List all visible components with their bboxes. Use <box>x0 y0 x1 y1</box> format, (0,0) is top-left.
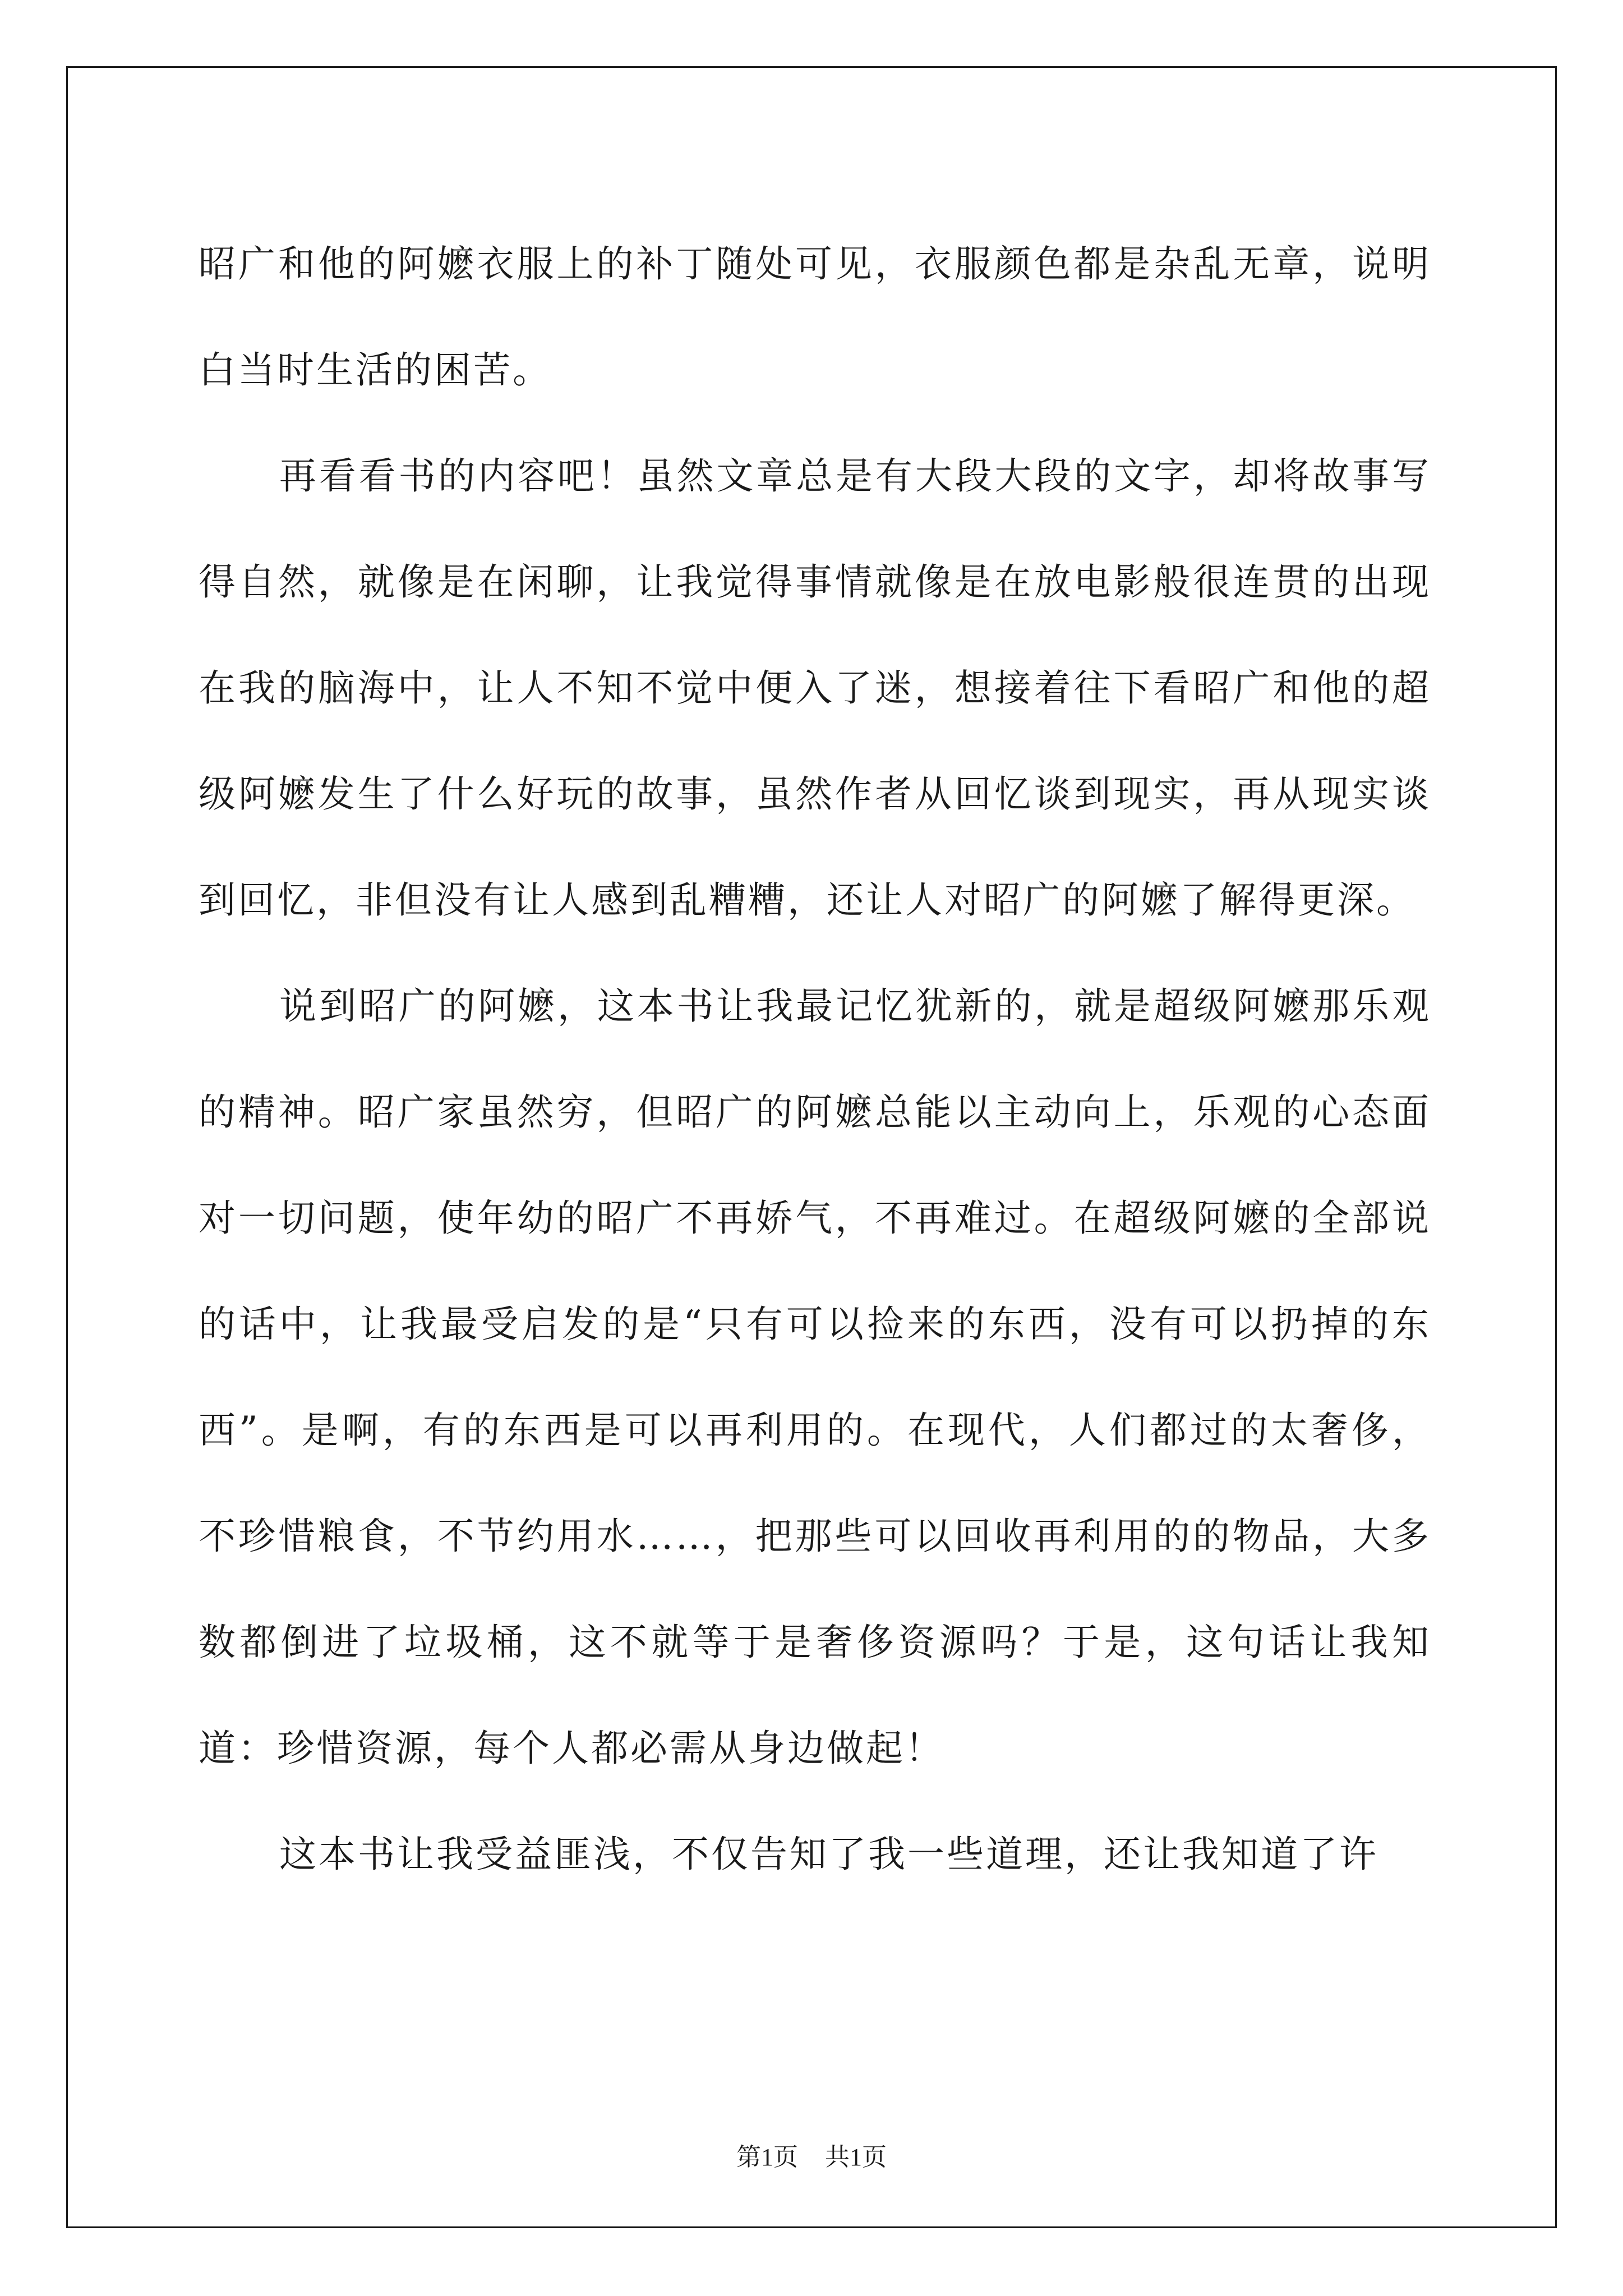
page-number: 第1页 <box>736 2143 798 2171</box>
paragraph: 再看看书的内容吧！虽然文章总是有大段大段的文字，却将故事写得自然，就像是在闲聊，让我觉得事情就像是在放电影般很连贯的出现在我的脑海中，让人不知不觉中便入了迷，想接着往下看昭广和他的超级阿嬷发生了什么好玩的故事，虽然作者从回忆谈到现实，再从现实谈到回忆，非但没有让人感到乱糟糟，还让人对昭广的阿嬷了解得更深。 <box>199 454 1431 922</box>
page-footer <box>0 2142 1623 2173</box>
document-body <box>199 211 1431 1907</box>
paragraph: 昭广和他的阿嬷衣服上的补丁随处可见，衣服颜色都是杂乱无章，说明白当时生活的困苦。 <box>199 242 1431 392</box>
paragraph: 这本书让我受益匪浅，不仅告知了我一些道理，还让我知道了许 <box>279 1833 1378 1876</box>
page-total: 共1页 <box>825 2143 887 2171</box>
paragraph: 说到昭广的阿嬷，这本书让我最记忆犹新的，就是超级阿嬷那乐观的精神。昭广家虽然穷，但昭广的阿嬷总能以主动向上，乐观的心态面对一切问题，使年幼的昭广不再娇气，不再难过。在超级阿嬷的全部说的话中，让我最受启发的是“只有可以捡来的东西，没有可以扔掉的东西”。是啊，有的东西是可以再利用的。在现代，人们都过的太奢侈，不珍惜粮食，不节约用水……，把那些可以回收再利用的的物品，大多数都倒进了垃圾桶，这不就等于是奢侈资源吗？于是，这句话让我知道：珍惜资源，每个人都必需从身边做起！ <box>199 984 1431 1770</box>
